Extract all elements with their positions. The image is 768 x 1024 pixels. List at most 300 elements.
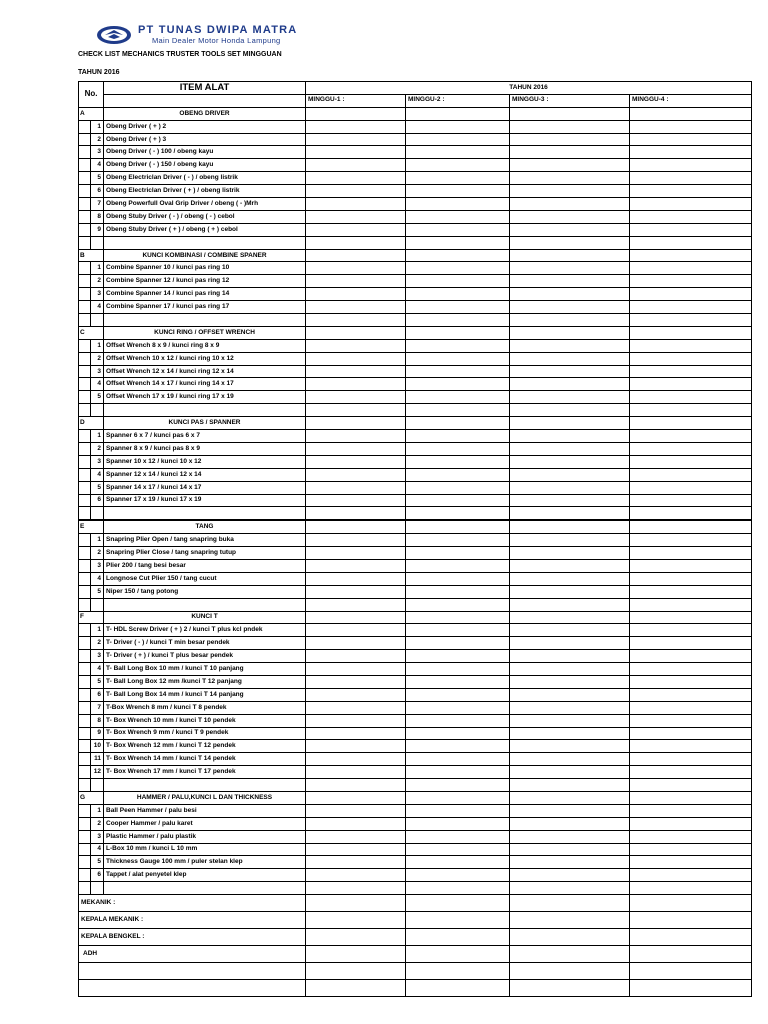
week-check-cell[interactable] <box>630 779 752 792</box>
week-check-cell[interactable] <box>406 494 510 507</box>
week-check-cell[interactable] <box>630 223 752 236</box>
week-check-cell[interactable] <box>630 946 752 963</box>
week-check-cell[interactable] <box>510 912 630 929</box>
week-check-cell[interactable] <box>406 663 510 676</box>
week-check-cell[interactable] <box>510 262 630 275</box>
week-check-cell[interactable] <box>630 843 752 856</box>
tool-row <box>79 378 752 391</box>
week-check-cell[interactable] <box>510 843 630 856</box>
week-check-cell[interactable] <box>630 663 752 676</box>
week-check-cell[interactable] <box>630 611 752 624</box>
item-name: Tappet / alat penyetel klep <box>104 869 306 882</box>
week-check-cell[interactable] <box>510 869 630 882</box>
week-check-cell[interactable] <box>510 172 630 185</box>
week-check-cell[interactable] <box>630 882 752 895</box>
week-check-cell[interactable] <box>630 314 752 327</box>
week-check-cell[interactable] <box>510 624 630 637</box>
week-check-cell[interactable] <box>406 869 510 882</box>
week-check-cell[interactable] <box>306 404 406 417</box>
week-check-cell[interactable] <box>630 198 752 211</box>
week-check-cell[interactable] <box>406 520 510 533</box>
week-check-cell[interactable] <box>630 895 752 912</box>
week-check-cell[interactable] <box>406 159 510 172</box>
week-check-cell[interactable] <box>406 326 510 339</box>
week-check-cell[interactable] <box>630 430 752 443</box>
section-header-row <box>79 520 752 533</box>
week-check-cell[interactable] <box>306 442 406 455</box>
week-check-cell[interactable] <box>510 107 630 120</box>
week-check-cell[interactable] <box>306 740 406 753</box>
week-check-cell[interactable] <box>306 882 406 895</box>
week-check-cell[interactable] <box>406 856 510 869</box>
week-check-cell[interactable] <box>630 830 752 843</box>
week-check-cell[interactable] <box>630 701 752 714</box>
week-check-cell[interactable] <box>406 779 510 792</box>
week-check-cell[interactable] <box>406 481 510 494</box>
week-check-cell[interactable] <box>406 107 510 120</box>
week-check-cell[interactable] <box>406 365 510 378</box>
week-check-cell[interactable] <box>306 430 406 443</box>
row-spacer <box>79 159 91 172</box>
week-check-cell[interactable] <box>406 314 510 327</box>
week-check-cell[interactable] <box>510 120 630 133</box>
week-check-cell[interactable] <box>630 481 752 494</box>
row-spacer <box>104 598 306 611</box>
week-check-cell[interactable] <box>306 249 406 262</box>
week-check-cell[interactable] <box>406 830 510 843</box>
week-check-cell[interactable] <box>510 714 630 727</box>
week-check-cell[interactable] <box>406 430 510 443</box>
week-check-cell[interactable] <box>630 468 752 481</box>
week-check-cell[interactable] <box>406 843 510 856</box>
week-check-cell[interactable] <box>406 223 510 236</box>
week-check-cell[interactable] <box>406 172 510 185</box>
week-check-cell[interactable] <box>406 455 510 468</box>
week-check-cell[interactable] <box>630 507 752 520</box>
week-check-cell[interactable] <box>630 133 752 146</box>
week-check-cell[interactable] <box>630 817 752 830</box>
week-check-cell[interactable] <box>630 455 752 468</box>
week-check-cell[interactable] <box>630 963 752 980</box>
week-check-cell[interactable] <box>306 637 406 650</box>
week-check-cell[interactable] <box>630 559 752 572</box>
week-check-cell[interactable] <box>306 275 406 288</box>
week-check-cell[interactable] <box>510 249 630 262</box>
week-check-cell[interactable] <box>630 688 752 701</box>
week-check-cell[interactable] <box>406 766 510 779</box>
week-check-cell[interactable] <box>306 963 406 980</box>
week-check-cell[interactable] <box>406 391 510 404</box>
week-check-cell[interactable] <box>510 963 630 980</box>
week-check-cell[interactable] <box>406 507 510 520</box>
week-check-cell[interactable] <box>406 714 510 727</box>
week-check-cell[interactable] <box>406 352 510 365</box>
week-check-cell[interactable] <box>510 159 630 172</box>
week-check-cell[interactable] <box>510 301 630 314</box>
row-spacer <box>79 830 91 843</box>
week-check-cell[interactable] <box>510 585 630 598</box>
week-check-cell[interactable] <box>306 856 406 869</box>
week-check-cell[interactable] <box>406 882 510 895</box>
week-check-cell[interactable] <box>630 146 752 159</box>
week-check-cell[interactable] <box>306 417 406 430</box>
week-check-cell[interactable] <box>630 856 752 869</box>
week-check-cell[interactable] <box>406 210 510 223</box>
week-check-cell[interactable] <box>306 198 406 211</box>
week-check-cell[interactable] <box>306 791 406 804</box>
week-check-cell[interactable] <box>630 637 752 650</box>
signature-label: ADH <box>79 946 306 963</box>
tool-row <box>79 339 752 352</box>
week-check-cell[interactable] <box>630 236 752 249</box>
week-check-cell[interactable] <box>306 507 406 520</box>
week-check-cell[interactable] <box>306 365 406 378</box>
week-check-cell[interactable] <box>306 210 406 223</box>
week-check-cell[interactable] <box>306 675 406 688</box>
week-check-cell[interactable] <box>306 804 406 817</box>
week-check-cell[interactable] <box>510 352 630 365</box>
week-check-cell[interactable] <box>630 791 752 804</box>
week-check-cell[interactable] <box>406 262 510 275</box>
item-number: 3 <box>91 288 104 301</box>
week-check-cell[interactable] <box>306 326 406 339</box>
week-check-cell[interactable] <box>630 869 752 882</box>
signature-label: KEPALA BENGKEL : <box>79 929 306 946</box>
week-check-cell[interactable] <box>630 572 752 585</box>
week-check-cell[interactable] <box>630 804 752 817</box>
week-check-cell[interactable] <box>510 946 630 963</box>
week-check-cell[interactable] <box>406 895 510 912</box>
week-check-cell[interactable] <box>306 520 406 533</box>
week-check-cell[interactable] <box>306 223 406 236</box>
week-check-cell[interactable] <box>630 727 752 740</box>
item-number: 1 <box>91 804 104 817</box>
week-check-cell[interactable] <box>630 442 752 455</box>
week-check-cell[interactable] <box>306 314 406 327</box>
week-check-cell[interactable] <box>406 817 510 830</box>
week-check-cell[interactable] <box>406 133 510 146</box>
week-check-cell[interactable] <box>630 624 752 637</box>
week-check-cell[interactable] <box>630 210 752 223</box>
week-check-cell[interactable] <box>630 534 752 547</box>
week-check-cell[interactable] <box>406 559 510 572</box>
week-check-cell[interactable] <box>510 223 630 236</box>
week-check-cell[interactable] <box>630 740 752 753</box>
week-check-cell[interactable] <box>630 980 752 997</box>
week-check-cell[interactable] <box>510 547 630 560</box>
week-check-cell[interactable] <box>510 442 630 455</box>
week-check-cell[interactable] <box>406 442 510 455</box>
week-check-cell[interactable] <box>630 378 752 391</box>
week-check-cell[interactable] <box>406 688 510 701</box>
week-check-cell[interactable] <box>306 727 406 740</box>
week-check-cell[interactable] <box>406 929 510 946</box>
week-check-cell[interactable] <box>510 637 630 650</box>
week-check-cell[interactable] <box>306 262 406 275</box>
week-check-cell[interactable] <box>406 275 510 288</box>
row-spacer <box>91 779 104 792</box>
week-check-cell[interactable] <box>630 120 752 133</box>
week-check-cell[interactable] <box>306 766 406 779</box>
week-check-cell[interactable] <box>306 929 406 946</box>
week-check-cell[interactable] <box>406 963 510 980</box>
week-check-cell[interactable] <box>406 572 510 585</box>
week-check-cell[interactable] <box>510 210 630 223</box>
week-check-cell[interactable] <box>406 288 510 301</box>
week-check-cell[interactable] <box>306 688 406 701</box>
week-check-cell[interactable] <box>306 624 406 637</box>
week-check-cell[interactable] <box>510 326 630 339</box>
week-check-cell[interactable] <box>510 391 630 404</box>
week-check-cell[interactable] <box>630 339 752 352</box>
week-check-cell[interactable] <box>306 339 406 352</box>
week-check-cell[interactable] <box>510 430 630 443</box>
tool-row <box>79 843 752 856</box>
week-check-cell[interactable] <box>306 753 406 766</box>
week-check-cell[interactable] <box>510 275 630 288</box>
week-check-cell[interactable] <box>510 468 630 481</box>
week-check-cell[interactable] <box>406 585 510 598</box>
week-check-cell[interactable] <box>306 185 406 198</box>
week-check-cell[interactable] <box>306 650 406 663</box>
week-check-cell[interactable] <box>630 365 752 378</box>
week-check-cell[interactable] <box>510 494 630 507</box>
week-check-cell[interactable] <box>510 481 630 494</box>
week-check-cell[interactable] <box>510 688 630 701</box>
week-check-cell[interactable] <box>306 159 406 172</box>
week-check-cell[interactable] <box>406 912 510 929</box>
week-check-cell[interactable] <box>306 172 406 185</box>
item-number: 7 <box>91 198 104 211</box>
week-check-cell[interactable] <box>630 185 752 198</box>
week-check-cell[interactable] <box>510 779 630 792</box>
week-check-cell[interactable] <box>306 572 406 585</box>
week-check-cell[interactable] <box>510 417 630 430</box>
week-check-cell[interactable] <box>306 663 406 676</box>
week-check-cell[interactable] <box>306 714 406 727</box>
week-check-cell[interactable] <box>406 185 510 198</box>
week-check-cell[interactable] <box>306 611 406 624</box>
week-check-cell[interactable] <box>406 404 510 417</box>
week-check-cell[interactable] <box>306 598 406 611</box>
week-check-cell[interactable] <box>630 598 752 611</box>
week-check-cell[interactable] <box>306 378 406 391</box>
week-check-cell[interactable] <box>406 468 510 481</box>
week-check-cell[interactable] <box>406 980 510 997</box>
week-check-cell[interactable] <box>306 301 406 314</box>
week-check-cell[interactable] <box>510 701 630 714</box>
tool-row <box>79 572 752 585</box>
week-check-cell[interactable] <box>510 895 630 912</box>
week-check-cell[interactable] <box>306 817 406 830</box>
week-check-cell[interactable] <box>306 146 406 159</box>
week-check-cell[interactable] <box>306 869 406 882</box>
week-check-cell[interactable] <box>630 520 752 533</box>
week-check-cell[interactable] <box>510 572 630 585</box>
week-check-cell[interactable] <box>510 675 630 688</box>
week-check-cell[interactable] <box>306 534 406 547</box>
week-check-cell[interactable] <box>306 455 406 468</box>
week-check-cell[interactable] <box>630 404 752 417</box>
week-check-cell[interactable] <box>510 559 630 572</box>
week-check-cell[interactable] <box>406 598 510 611</box>
week-check-cell[interactable] <box>510 882 630 895</box>
week-check-cell[interactable] <box>510 598 630 611</box>
week-check-cell[interactable] <box>406 378 510 391</box>
week-check-cell[interactable] <box>630 675 752 688</box>
week-check-cell[interactable] <box>406 534 510 547</box>
header-item: ITEM ALAT <box>104 82 306 95</box>
week-check-cell[interactable] <box>406 146 510 159</box>
week-check-cell[interactable] <box>510 830 630 843</box>
week-check-cell[interactable] <box>510 980 630 997</box>
week-check-cell[interactable] <box>510 520 630 533</box>
week-check-cell[interactable] <box>510 133 630 146</box>
tool-row <box>79 559 752 572</box>
week-check-cell[interactable] <box>630 352 752 365</box>
blank-row <box>79 779 752 792</box>
week-check-cell[interactable] <box>406 120 510 133</box>
week-check-cell[interactable] <box>306 585 406 598</box>
week-check-cell[interactable] <box>406 650 510 663</box>
week-check-cell[interactable] <box>306 843 406 856</box>
week-check-cell[interactable] <box>510 146 630 159</box>
week-check-cell[interactable] <box>306 352 406 365</box>
week-check-cell[interactable] <box>406 611 510 624</box>
week-check-cell[interactable] <box>306 288 406 301</box>
week-check-cell[interactable] <box>510 856 630 869</box>
week-check-cell[interactable] <box>630 172 752 185</box>
week-check-cell[interactable] <box>406 946 510 963</box>
week-check-cell[interactable] <box>306 107 406 120</box>
week-check-cell[interactable] <box>630 159 752 172</box>
item-name: Combine Spanner 14 / kunci pas ring 14 <box>104 288 306 301</box>
week-check-cell[interactable] <box>406 339 510 352</box>
week-check-cell[interactable] <box>510 753 630 766</box>
week-check-cell[interactable] <box>510 314 630 327</box>
week-check-cell[interactable] <box>406 249 510 262</box>
week-check-cell[interactable] <box>510 766 630 779</box>
week-check-cell[interactable] <box>406 624 510 637</box>
week-check-cell[interactable] <box>306 980 406 997</box>
week-check-cell[interactable] <box>510 455 630 468</box>
company-name: PT TUNAS DWIPA MATRA <box>138 24 298 36</box>
week-check-cell[interactable] <box>630 391 752 404</box>
week-check-cell[interactable] <box>630 107 752 120</box>
item-number: 3 <box>91 455 104 468</box>
item-number: 9 <box>91 223 104 236</box>
week-check-cell[interactable] <box>306 701 406 714</box>
item-name: Snapring Plier Close / tang snapring tutup <box>104 547 306 560</box>
item-number: 1 <box>91 430 104 443</box>
week-check-cell[interactable] <box>306 494 406 507</box>
week-check-cell[interactable] <box>510 817 630 830</box>
week-check-cell[interactable] <box>306 895 406 912</box>
week-check-cell[interactable] <box>306 779 406 792</box>
week-check-cell[interactable] <box>510 507 630 520</box>
week-check-cell[interactable] <box>510 365 630 378</box>
week-check-cell[interactable] <box>630 547 752 560</box>
week-check-cell[interactable] <box>406 301 510 314</box>
week-check-cell[interactable] <box>630 585 752 598</box>
item-name: Obeng Electriclan Driver ( + ) / obeng listrik <box>104 185 306 198</box>
week-check-cell[interactable] <box>510 404 630 417</box>
row-spacer <box>79 236 91 249</box>
week-check-cell[interactable] <box>510 727 630 740</box>
week-check-cell[interactable] <box>510 650 630 663</box>
week-check-cell[interactable] <box>630 417 752 430</box>
week-check-cell[interactable] <box>510 534 630 547</box>
week-check-cell[interactable] <box>630 262 752 275</box>
tool-row <box>79 365 752 378</box>
week-check-cell[interactable] <box>630 766 752 779</box>
tool-row <box>79 198 752 211</box>
week-check-cell[interactable] <box>510 339 630 352</box>
week-check-cell[interactable] <box>630 249 752 262</box>
week-check-cell[interactable] <box>510 198 630 211</box>
week-check-cell[interactable] <box>406 740 510 753</box>
item-name: Spanner 12 x 14 / kunci 12 x 14 <box>104 468 306 481</box>
item-number: 4 <box>91 468 104 481</box>
week-check-cell[interactable] <box>306 133 406 146</box>
week-check-cell[interactable] <box>306 481 406 494</box>
week-check-cell[interactable] <box>406 637 510 650</box>
week-check-cell[interactable] <box>630 650 752 663</box>
week-check-cell[interactable] <box>510 185 630 198</box>
week-check-cell[interactable] <box>630 288 752 301</box>
week-check-cell[interactable] <box>510 740 630 753</box>
week-check-cell[interactable] <box>510 288 630 301</box>
week-check-cell[interactable] <box>306 912 406 929</box>
week-check-cell[interactable] <box>630 714 752 727</box>
week-check-cell[interactable] <box>630 275 752 288</box>
week-check-cell[interactable] <box>406 675 510 688</box>
week-check-cell[interactable] <box>510 236 630 249</box>
week-check-cell[interactable] <box>630 301 752 314</box>
week-check-cell[interactable] <box>630 912 752 929</box>
week-check-cell[interactable] <box>630 494 752 507</box>
week-check-cell[interactable] <box>306 830 406 843</box>
week-check-cell[interactable] <box>630 753 752 766</box>
week-check-cell[interactable] <box>406 198 510 211</box>
week-check-cell[interactable] <box>406 727 510 740</box>
week-check-cell[interactable] <box>510 378 630 391</box>
week-check-cell[interactable] <box>306 120 406 133</box>
week-check-cell[interactable] <box>306 946 406 963</box>
week-check-cell[interactable] <box>630 326 752 339</box>
row-spacer <box>79 133 91 146</box>
week-check-cell[interactable] <box>406 804 510 817</box>
week-check-cell[interactable] <box>406 701 510 714</box>
week-check-cell[interactable] <box>510 663 630 676</box>
week-check-cell[interactable] <box>510 791 630 804</box>
row-spacer <box>79 210 91 223</box>
week-check-cell[interactable] <box>510 804 630 817</box>
week-check-cell[interactable] <box>510 611 630 624</box>
week-check-cell[interactable] <box>406 236 510 249</box>
week-check-cell[interactable] <box>406 417 510 430</box>
week-check-cell[interactable] <box>630 929 752 946</box>
week-check-cell[interactable] <box>406 791 510 804</box>
week-check-cell[interactable] <box>406 753 510 766</box>
week-check-cell[interactable] <box>306 236 406 249</box>
week-check-cell[interactable] <box>510 929 630 946</box>
week-check-cell[interactable] <box>306 547 406 560</box>
week-check-cell[interactable] <box>306 468 406 481</box>
week-check-cell[interactable] <box>306 559 406 572</box>
week-check-cell[interactable] <box>306 391 406 404</box>
week-check-cell[interactable] <box>406 547 510 560</box>
